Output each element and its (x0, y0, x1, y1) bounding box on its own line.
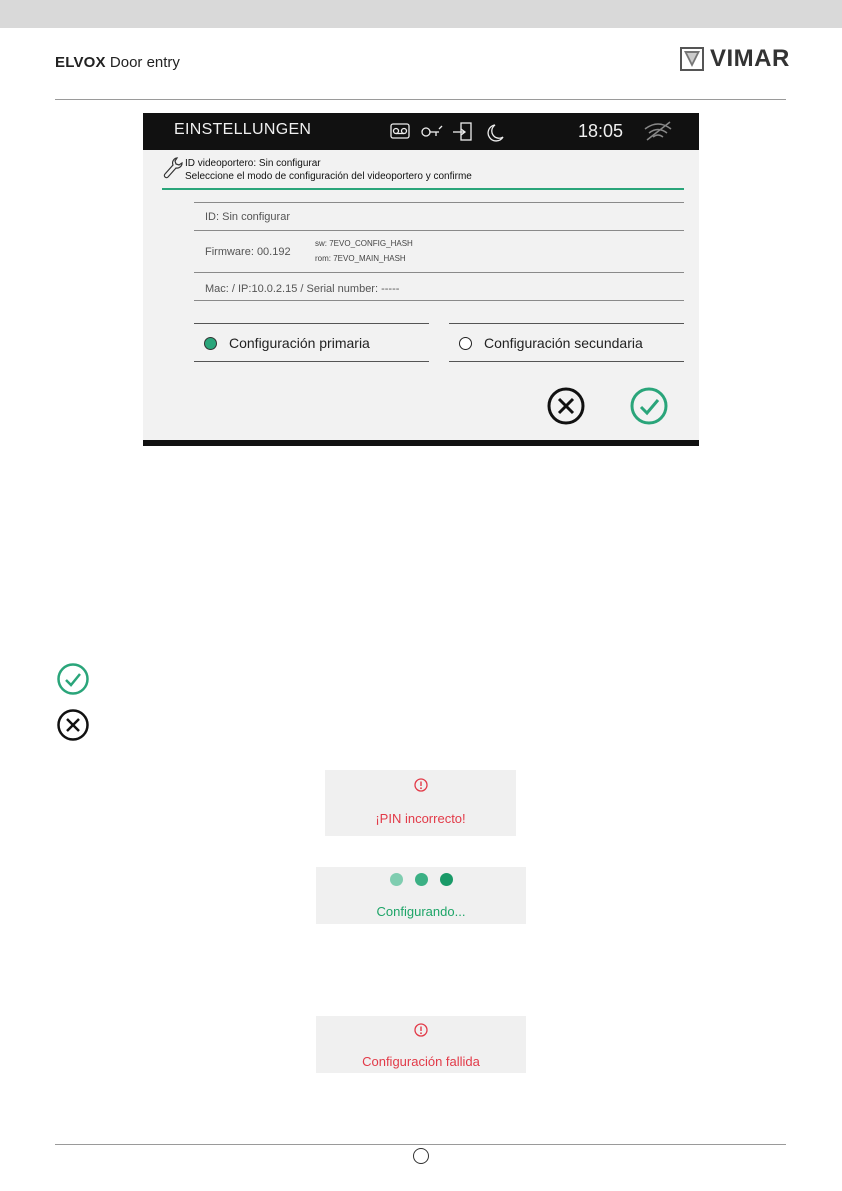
brand-rest: Door entry (105, 54, 180, 71)
status-icons (389, 121, 519, 148)
toast-pin-error (325, 770, 516, 836)
toast-configuring (316, 867, 526, 924)
loading-dot (440, 873, 453, 886)
id-row: ID: Sin configurar (205, 211, 290, 223)
accent-divider (162, 188, 684, 190)
option-divider (449, 361, 684, 362)
alert-icon (414, 778, 428, 792)
page-marker (413, 1148, 429, 1164)
footer-divider (55, 1144, 786, 1145)
screen-bottom-bar (143, 440, 699, 446)
info-title: ID videoportero: Sin configurar (185, 158, 321, 169)
vimar-logo-mark-icon (680, 47, 704, 71)
voicemail-icon (391, 124, 409, 138)
loading-dot (415, 873, 428, 886)
option-divider (194, 323, 429, 324)
confirm-icon (56, 662, 90, 696)
header-divider (55, 99, 786, 100)
row-divider (194, 272, 684, 273)
confirm-button[interactable] (629, 386, 669, 426)
option-primary[interactable] (204, 335, 370, 351)
brand-title (55, 54, 180, 71)
wrench-icon (163, 156, 183, 180)
option-secondary[interactable] (459, 335, 643, 351)
row-divider (194, 300, 684, 301)
sw-hash: sw: 7EVO_CONFIG_HASH (315, 239, 413, 248)
option-divider (449, 323, 684, 324)
brand-bold: ELVOX (55, 54, 106, 71)
cancel-icon (56, 708, 90, 742)
option-primary-label: Configuración primaria (229, 335, 370, 351)
loading-dot (390, 873, 403, 886)
radio-secondary[interactable] (459, 337, 472, 350)
toast-configuring-text: Configurando... (376, 904, 466, 919)
door-enter-icon (453, 123, 471, 140)
logo-text: VIMAR (710, 45, 790, 72)
option-divider (194, 361, 429, 362)
clock: 18:05 (578, 121, 624, 141)
alert-icon (414, 1023, 428, 1037)
rom-hash: rom: 7EVO_MAIN_HASH (315, 254, 406, 263)
vimar-logo (680, 45, 790, 73)
status-bar (143, 113, 699, 150)
toast-pin-error-text: ¡PIN incorrecto! (375, 811, 466, 826)
mac-row: Mac: / IP:10.0.2.15 / Serial number: ----- (205, 283, 400, 295)
status-icon-group (389, 121, 519, 143)
moon-icon (488, 125, 503, 141)
screen-title: EINSTELLUNGEN (174, 121, 312, 138)
key-icon (422, 126, 442, 136)
info-instruction: Seleccione el modo de configuración del videoportero y confirme (185, 171, 472, 182)
option-secondary-label: Configuración secundaria (484, 335, 643, 351)
firmware-row: Firmware: 00.192 (205, 246, 291, 258)
toast-config-failed (316, 1016, 526, 1073)
device-screen (143, 113, 699, 446)
row-divider (194, 230, 684, 231)
wifi-off-icon (643, 120, 673, 142)
toast-config-failed-text: Configuración fallida (362, 1054, 480, 1069)
cancel-button[interactable] (546, 386, 586, 426)
row-divider (194, 202, 684, 203)
loading-dots (316, 873, 526, 886)
radio-primary[interactable] (204, 337, 217, 350)
top-gray-band (0, 0, 842, 28)
